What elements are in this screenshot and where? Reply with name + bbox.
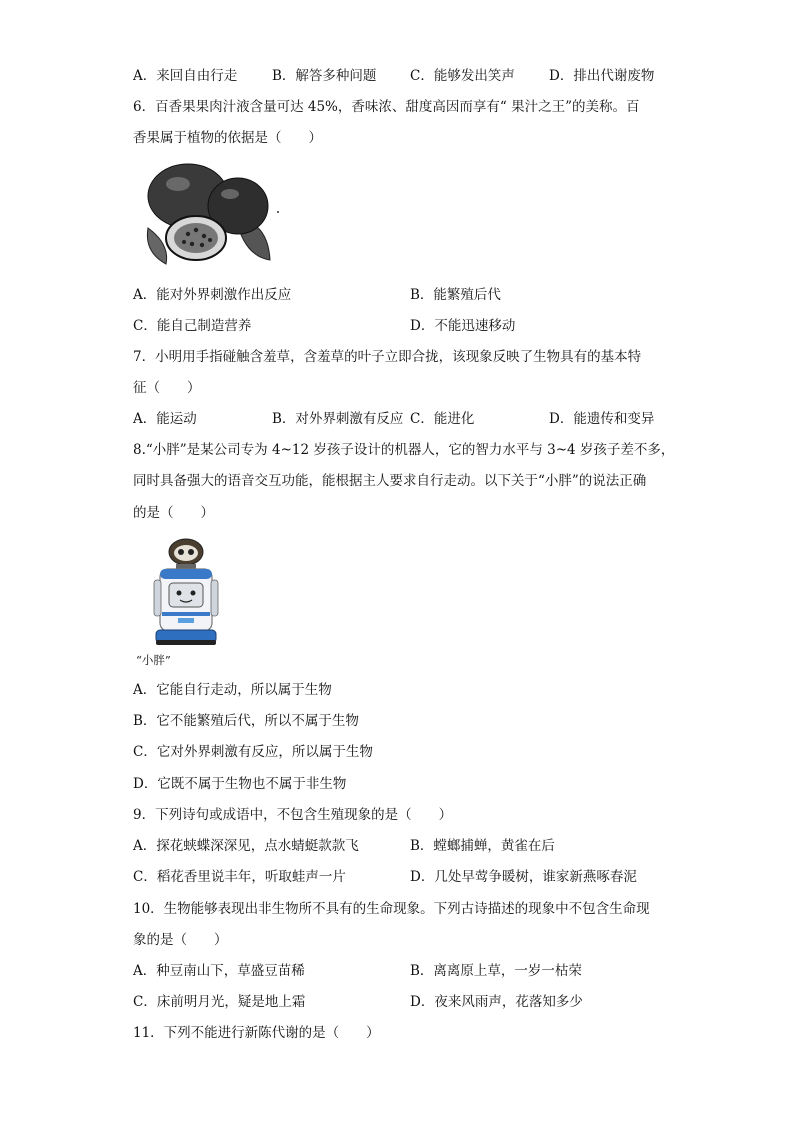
q8-stem-line1: 8.“小胖”是某公司专为 4~12 岁孩子设计的机器人，它的智力水平与 3~4 岁孩子差不多， [133, 442, 675, 458]
q6-option-b: B．能繁殖后代 [410, 287, 501, 303]
q8-stem-line2: 同时具备强大的语音交互功能，能根据主人要求自行走动。以下关于“小胖”的说法正确 [133, 473, 647, 489]
q10-option-c: C．床前明月光，疑是地上霜 [133, 994, 306, 1010]
q10-option-b: B．离离原上草，一岁一枯荣 [410, 963, 582, 979]
q8-option-d: D．它既不属于生物也不属于非生物 [133, 776, 347, 792]
q7-option-b: B．对外界刺激有反应 [272, 411, 404, 427]
q9-stem-line1: 9．下列诗句或成语中，不包含生殖现象的是（ ） [133, 807, 453, 823]
q7-option-c: C．能进化 [410, 411, 475, 427]
robot-image [150, 538, 222, 648]
q6-option-a: A．能对外界刺激作出反应 [133, 287, 292, 303]
q9-option-c: C．稻花香里说丰年，听取蛙声一片 [133, 869, 346, 885]
q7-option-d: D．能遗传和变异 [549, 411, 655, 427]
q7-stem-line2: 征（ ） [133, 380, 201, 396]
q5-option-d: D．排出代谢废物 [549, 68, 655, 84]
q6-stem-line1: 6．百香果果肉汁液含量可达 45%，香味浓、甜度高因而享有“ 果汁之王”的美称。百 [133, 99, 640, 115]
q8-option-c: C．它对外界刺激有反应，所以属于生物 [133, 744, 373, 760]
passion-fruit-image [140, 160, 282, 268]
q7-option-a: A．能运动 [133, 411, 197, 427]
q10-option-d: D．夜来风雨声，花落知多少 [410, 994, 583, 1010]
q11-stem-line1: 11．下列不能进行新陈代谢的是（ ） [133, 1025, 380, 1041]
q10-stem-line1: 10．生物能够表现出非生物所不具有的生命现象。下列古诗描述的现象中不包含生命现 [133, 901, 650, 917]
q6-stem-line2: 香果属于植物的依据是（ ） [133, 130, 322, 146]
q8-option-a: A．它能自行走动，所以属于生物 [133, 682, 332, 698]
q9-option-d: D．几处早莺争暖树，谁家新燕啄春泥 [410, 869, 637, 885]
q8-stem-line3: 的是（ ） [133, 505, 214, 521]
q10-stem-line2: 象的是（ ） [133, 932, 228, 948]
q5-option-a: A．来回自由行走 [133, 68, 238, 84]
q8-option-b: B．它不能繁殖后代，所以不属于生物 [133, 713, 359, 729]
q5-option-b: B．解答多种问题 [272, 68, 377, 84]
q5-option-c: C．能够发出笑声 [410, 68, 515, 84]
robot-caption: “小胖” [136, 653, 171, 667]
q6-option-d: D．不能迅速移动 [410, 318, 516, 334]
q10-option-a: A．种豆南山下，草盛豆苗稀 [133, 963, 305, 979]
q9-option-a: A．探花蛱蝶深深见，点水蜻蜓款款飞 [133, 838, 359, 854]
q6-option-c: C．能自己制造营养 [133, 318, 252, 334]
q7-stem-line1: 7．小明用手指碰触含羞草，含羞草的叶子立即合拢，该现象反映了生物具有的基本特 [133, 349, 642, 365]
q9-option-b: B．螳螂捕蝉，黄雀在后 [410, 838, 555, 854]
